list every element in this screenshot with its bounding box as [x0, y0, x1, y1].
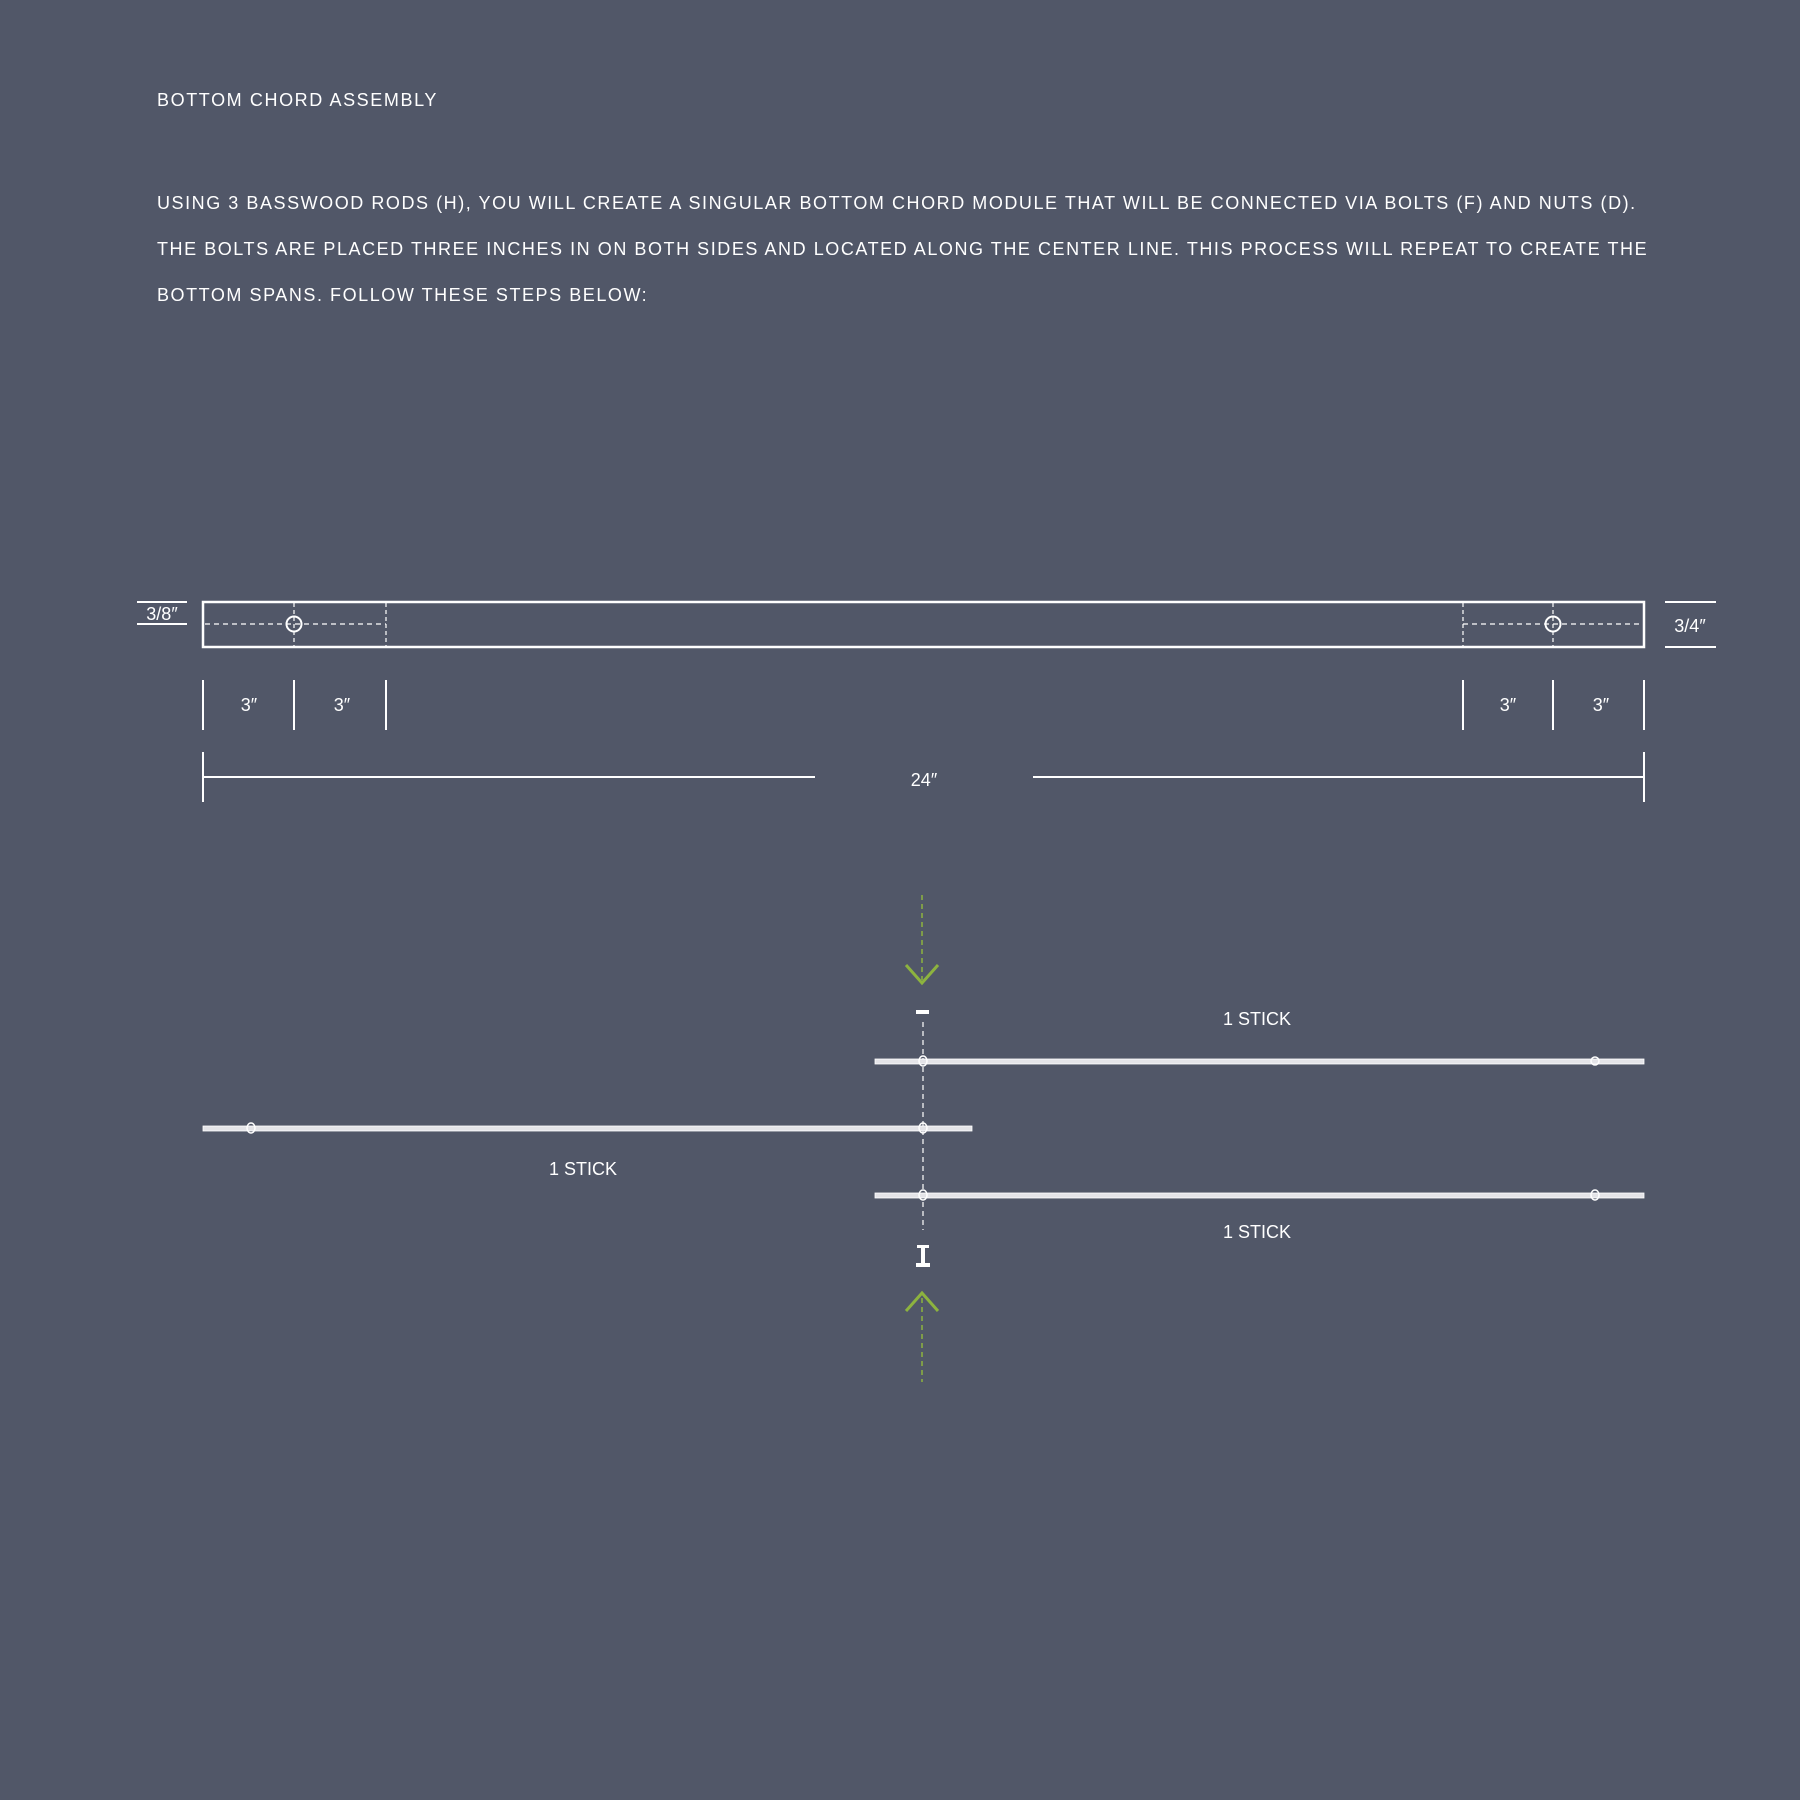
section-title: BOTTOM CHORD ASSEMBLY — [157, 90, 438, 110]
stick-top — [875, 1059, 1644, 1064]
half-width-label: 3/8″ — [146, 604, 178, 624]
stick-label-bottom: 1 STICK — [1222, 1222, 1292, 1242]
nut-icon — [916, 1010, 929, 1014]
stick-middle — [203, 1126, 972, 1131]
stick-label-middle: 1 STICK — [548, 1159, 618, 1179]
instruction-line: USING 3 BASSWOOD RODS (H), YOU WILL CREATE A SINGULAR BOTTOM CHORD MODULE THAT WILL BE CONNECTED VIA BOLTS (F) AND NUTS (D). — [157, 193, 1637, 213]
instruction-line: BOTTOM SPANS. FOLLOW THESE STEPS BELOW: — [157, 285, 649, 305]
offset-ticks — [203, 680, 1644, 730]
offset-label: 3″ — [1499, 695, 1517, 715]
offset-label: 3″ — [333, 695, 351, 715]
offset-label: 3″ — [1592, 695, 1610, 715]
instruction-line: THE BOLTS ARE PLACED THREE INCHES IN ON BOTH SIDES AND LOCATED ALONG THE CENTER LINE. THIS PROCESS WILL REPEAT TO CREATE THE — [157, 239, 1649, 259]
assembly-view — [203, 895, 1644, 1382]
offset-label: 3″ — [240, 695, 258, 715]
width-label: 3/4″ — [1674, 616, 1706, 636]
bolt-icon — [916, 1245, 930, 1267]
length-label: 24″ — [910, 770, 938, 790]
stick-label-top: 1 STICK — [1222, 1009, 1292, 1029]
stick-bottom — [875, 1193, 1644, 1198]
rod-outline — [203, 602, 1644, 647]
